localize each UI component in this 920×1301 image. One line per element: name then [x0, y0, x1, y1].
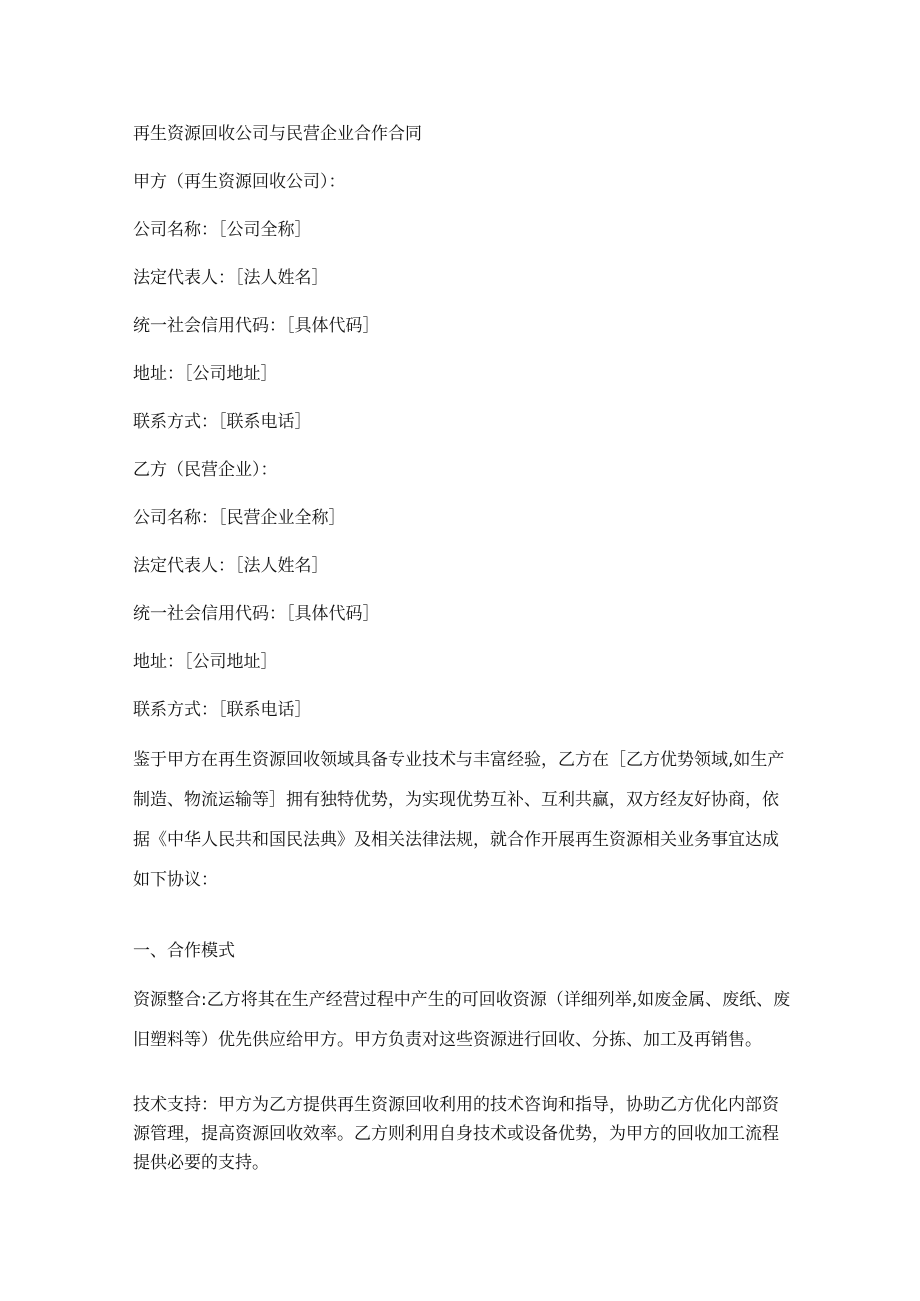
party-b-contact: 联系方式：［联系电话］ [133, 700, 312, 720]
party-b-legal-rep: 法定代表人：［法人姓名］ [133, 556, 329, 576]
resource-integration-line: 资源整合:乙方将其在生产经营过程中产生的可回收资源（详细列举,如废金属、废纸、废 [133, 990, 791, 1010]
technical-support-line: 技术支持：甲方为乙方提供再生资源回收利用的技术咨询和指导，协助乙方优化内部资 [133, 1095, 779, 1115]
party-a-contact: 联系方式：［联系电话］ [133, 412, 312, 432]
preamble-line: 鉴于甲方在再生资源回收领域具备专业技术与丰富经验，乙方在［乙方优势领域,如生产 [133, 750, 785, 770]
party-a-heading: 甲方（再生资源回收公司）： [133, 172, 346, 192]
party-b-address: 地址：［公司地址］ [133, 652, 278, 672]
party-a-credit-code: 统一社会信用代码：［具体代码］ [133, 316, 380, 336]
resource-integration-line: 旧塑料等）优先供应给甲方。甲方负责对这些资源进行回收、分拣、加工及再销售。 [133, 1030, 762, 1050]
party-b-heading: 乙方（民营企业）： [133, 460, 278, 480]
party-a-address: 地址：［公司地址］ [133, 364, 278, 384]
document-title: 再生资源回收公司与民营企业合作合同 [133, 124, 422, 144]
preamble-paragraph [133, 740, 793, 900]
technical-support-line: 提供必要的支持。 [133, 1153, 269, 1173]
section-1-heading: 一、合作模式 [133, 941, 235, 961]
resource-integration-paragraph [133, 980, 793, 1060]
party-a-legal-rep: 法定代表人：［法人姓名］ [133, 268, 329, 288]
preamble-line: 据《中华人民共和国民法典》及相关法律法规，就合作开展再生资源相关业务事宜达成 [133, 830, 779, 850]
party-b-credit-code: 统一社会信用代码：［具体代码］ [133, 604, 380, 624]
preamble-line: 如下协议： [133, 870, 218, 890]
party-a-company-name: 公司名称：［公司全称］ [133, 220, 312, 240]
party-b-company-name: 公司名称：［民营企业全称］ [133, 508, 346, 528]
technical-support-paragraph [133, 1091, 793, 1178]
preamble-line: 制造、物流运输等］拥有独特优势，为实现优势互补、互利共赢，双方经友好协商，依 [133, 790, 779, 810]
technical-support-line: 源管理，提高资源回收效率。乙方则利用自身技术或设备优势，为甲方的回收加工流程 [133, 1124, 779, 1144]
